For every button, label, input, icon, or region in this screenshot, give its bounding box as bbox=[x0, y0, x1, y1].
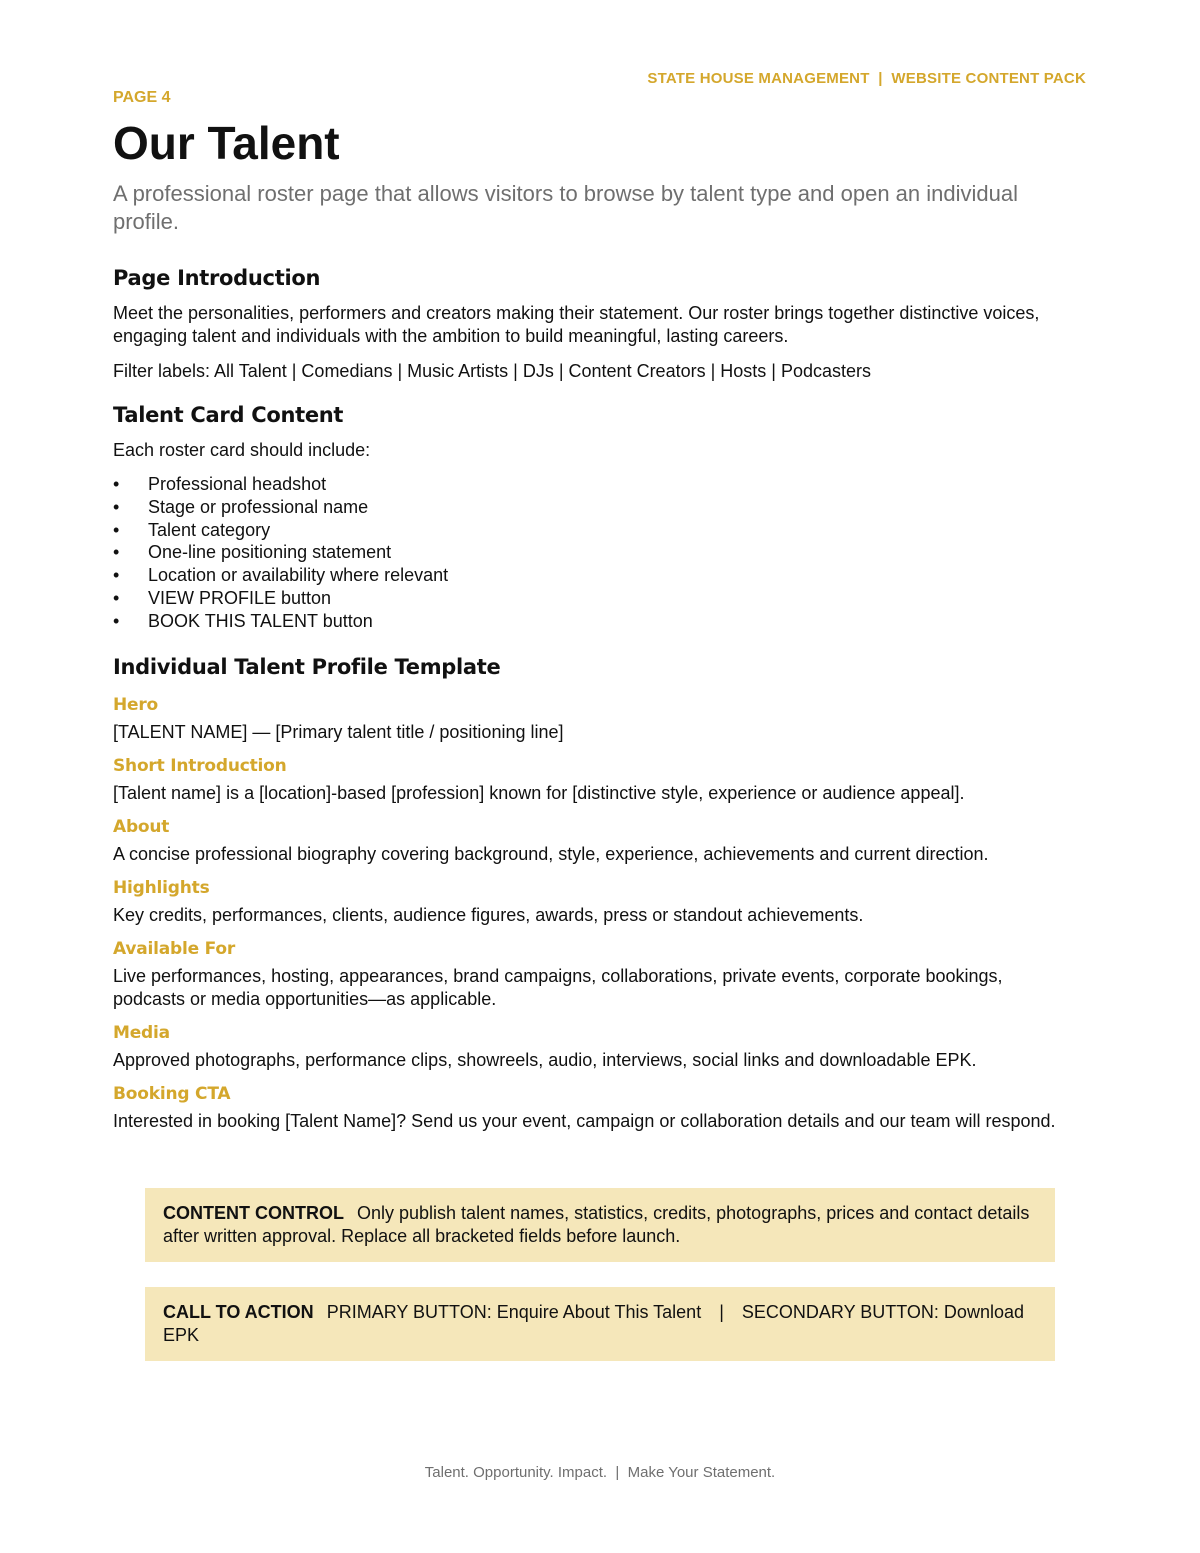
secondary-button-text: SECONDARY BUTTON: Download EPK bbox=[163, 1302, 1024, 1345]
section-text: [Talent name] is a [location]-based [profession] known for [distinctive style, experience or audience appeal]. bbox=[113, 782, 965, 803]
profile-section-available-for bbox=[113, 937, 1073, 1011]
section-label: Booking CTA bbox=[113, 1083, 231, 1104]
talent-card-list bbox=[113, 473, 1073, 633]
callout-label: CALL TO ACTION bbox=[163, 1302, 314, 1322]
section-text: Live performances, hosting, appearances, brand campaigns, collaborations, private events, corporate bookings, podcasts or media opportunities—as applicable. bbox=[113, 965, 1003, 1009]
list-item: • Professional headshot bbox=[113, 473, 1073, 496]
section-label: Available For bbox=[113, 938, 236, 959]
profile-sections bbox=[113, 693, 1073, 1133]
section-text: Interested in booking [Talent Name]? Send us your event, campaign or collaboration details and our team will respond. bbox=[113, 1110, 1056, 1131]
list-item: • Talent category bbox=[113, 519, 1073, 542]
section-label: Short Introduction bbox=[113, 755, 287, 776]
list-item: • Stage or professional name bbox=[113, 496, 1073, 519]
running-header: STATE HOUSE MANAGEMENT | WEBSITE CONTENT PACK bbox=[647, 70, 1086, 87]
profile-section-short-introduction bbox=[113, 754, 1073, 805]
profile-section-hero bbox=[113, 693, 1073, 744]
callout-label: CONTENT CONTROL bbox=[163, 1203, 344, 1223]
page-title: Our Talent bbox=[113, 117, 340, 169]
section-label: About bbox=[113, 816, 170, 837]
page-number: PAGE 4 bbox=[113, 89, 171, 106]
section-label: Media bbox=[113, 1022, 170, 1043]
page-content bbox=[113, 88, 1073, 1143]
list-item: • Location or availability where relevant bbox=[113, 564, 1073, 587]
section-text: Approved photographs, performance clips, showreels, audio, interviews, social links and downloadable EPK. bbox=[113, 1049, 977, 1070]
profile-section-booking-cta bbox=[113, 1082, 1073, 1133]
profile-section-about bbox=[113, 815, 1073, 866]
call-to-action-callout bbox=[145, 1287, 1055, 1361]
callout-text: Only publish talent names, statistics, credits, photographs, prices and contact details after written approval. Replace all bracketed fields before launch. bbox=[163, 1203, 1030, 1246]
profile-template-heading: Individual Talent Profile Template bbox=[113, 654, 501, 679]
talent-card-content-heading: Talent Card Content bbox=[113, 403, 344, 427]
profile-section-highlights bbox=[113, 876, 1073, 927]
section-label: Highlights bbox=[113, 877, 210, 898]
section-label: Hero bbox=[113, 694, 159, 715]
section-text: A concise professional biography covering background, style, experience, achievements and current direction. bbox=[113, 843, 989, 864]
list-item: • One-line positioning statement bbox=[113, 541, 1073, 564]
page-footer: Talent. Opportunity. Impact. | Make Your Statement. bbox=[424, 1464, 776, 1481]
page-introduction-text: Meet the personalities, performers and creators making their statement. Our roster brings together distinctive voices, engaging talent and individuals with the ambition to build meaningful, lasting careers. bbox=[113, 303, 1040, 346]
section-text: Key credits, performances, clients, audience figures, awards, press or standout achievements. bbox=[113, 904, 864, 925]
content-control-callout bbox=[145, 1188, 1055, 1262]
list-item: • VIEW PROFILE button bbox=[113, 587, 1073, 610]
primary-button-text: PRIMARY BUTTON: Enquire About This Talent bbox=[326, 1302, 702, 1322]
separator: | bbox=[719, 1302, 724, 1322]
section-text: [TALENT NAME] — [Primary talent title / positioning line] bbox=[113, 721, 564, 742]
list-item: • BOOK THIS TALENT button bbox=[113, 610, 1073, 633]
talent-card-lead: Each roster card should include: bbox=[113, 440, 371, 460]
page-introduction-heading: Page Introduction bbox=[113, 266, 321, 290]
filter-labels-text: Filter labels: All Talent | Comedians | Music Artists | DJs | Content Creators | Hosts | Podcasters bbox=[113, 361, 871, 381]
profile-section-media bbox=[113, 1021, 1073, 1072]
page-subtitle: A professional roster page that allows visitors to browse by talent type and open an individual profile. bbox=[113, 181, 1018, 234]
